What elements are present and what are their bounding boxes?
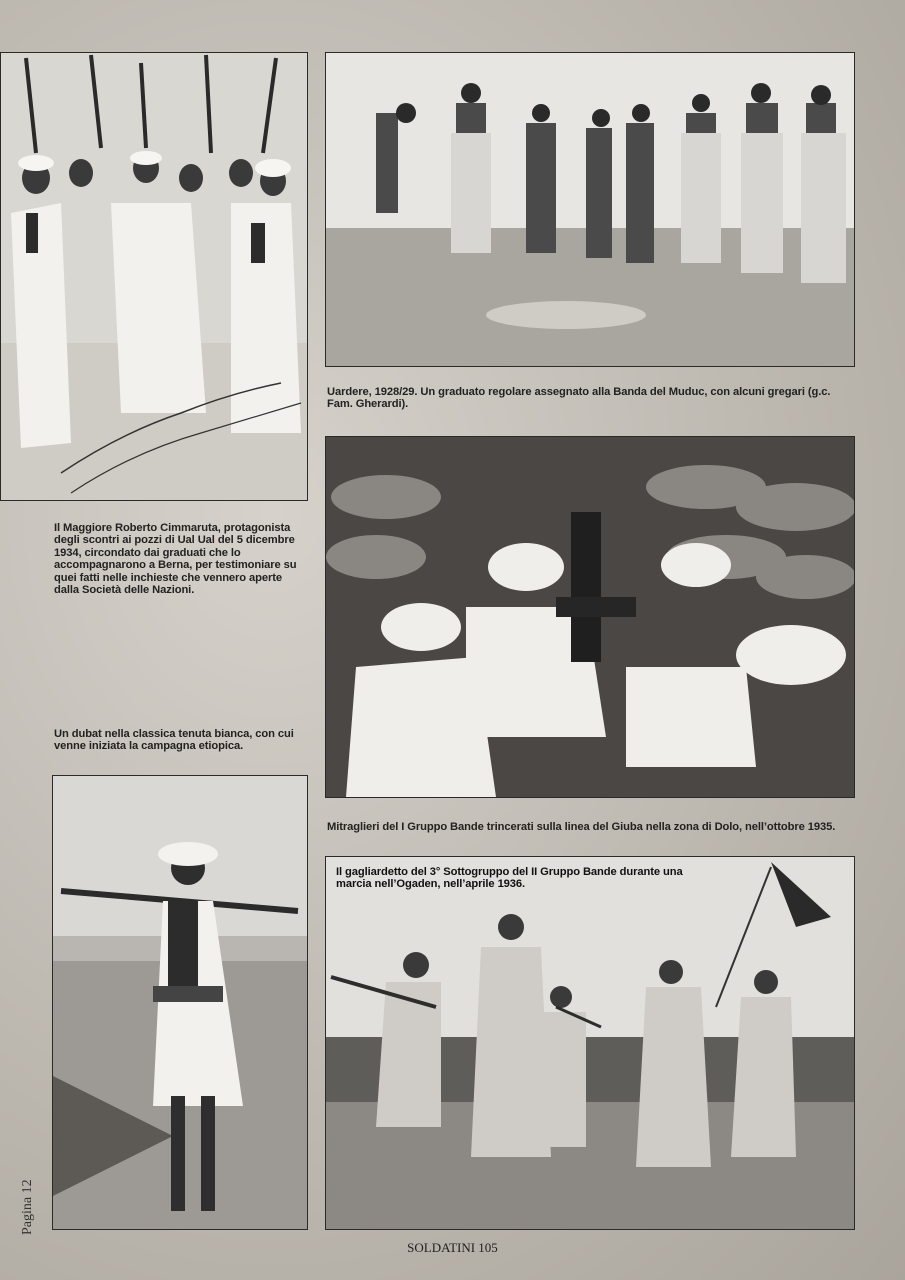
- caption-dubat: Un dubat nella classica tenuta bianca, con cui venne iniziata la campagna etiopica.: [54, 728, 294, 753]
- photo-dubat: [52, 775, 308, 1230]
- photo-gagliardetto: [325, 856, 855, 1230]
- caption-uardere: Uardere, 1928/29. Un graduato regolare assegnato alla Banda del Muduc, con alcuni gregari (g.c. Fam. Gherardi).: [327, 386, 831, 411]
- footer-publication: SOLDATINI 105: [407, 1240, 498, 1255]
- photo-mitraglieri: [325, 436, 855, 798]
- caption-cimmaruta: Il Maggiore Roberto Cimmaruta, protagonista degli scontri ai pozzi di Ual Ual del 5 dicembre 1934, circondato dai graduati che lo accompagnarono a Berna, per testimoniare su quei fatti nelle inchieste che vennero aperte dalla Società delle Nazioni.: [54, 522, 297, 597]
- photo-uardere: [325, 52, 855, 367]
- photo-cimmaruta-group: [0, 52, 308, 501]
- caption-gagliardetto: Il gagliardetto del 3° Sottogruppo del II Gruppo Bande durante una marcia nell’Ogaden, nell’aprile 1936.: [336, 866, 683, 891]
- caption-mitraglieri: Mitraglieri del I Gruppo Bande trincerati sulla linea del Giuba nella zona di Dolo, nell’ottobre 1935.: [327, 821, 836, 833]
- page-number-label: Pagina 12: [20, 1179, 35, 1235]
